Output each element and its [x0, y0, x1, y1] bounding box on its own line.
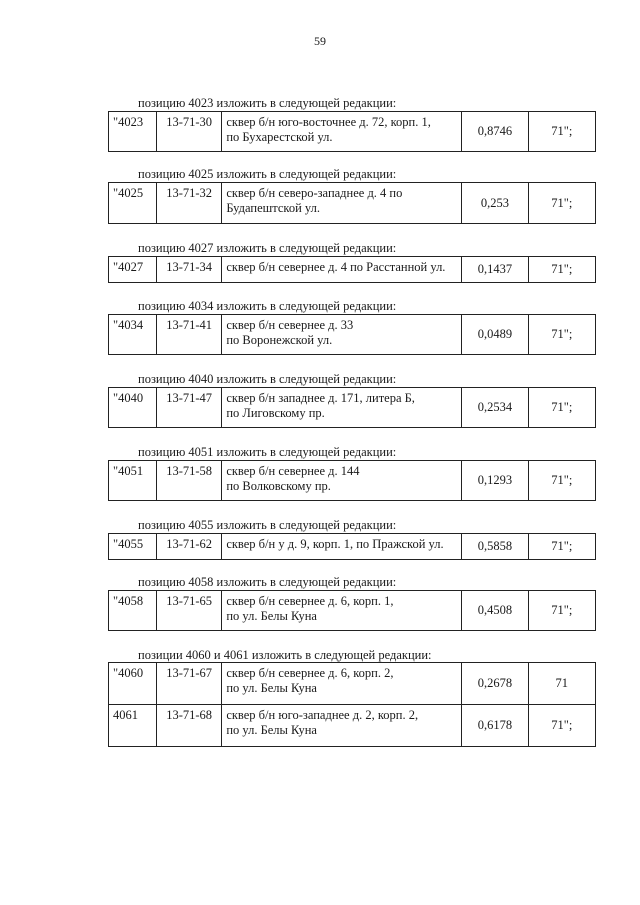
object-code: 13-71-62 — [156, 534, 221, 560]
area-value: 0,1437 — [462, 257, 528, 283]
object-code: 13-71-34 — [156, 257, 221, 283]
page-number: 59 — [314, 34, 326, 48]
position-number: 4061 — [109, 705, 157, 747]
object-code: 13-71-68 — [156, 705, 221, 747]
section-intro: позицию 4023 изложить в следующей редакции: — [138, 96, 397, 110]
object-description: сквер б/н севернее д. 144 по Волковскому пр. — [222, 461, 462, 501]
section-intro: позицию 4034 изложить в следующей редакции: — [138, 299, 397, 313]
object-code: 13-71-67 — [156, 663, 221, 705]
area-value: 0,2534 — [462, 388, 528, 428]
object-description: сквер б/н севернее д. 6, корп. 2, по ул. Белы Куна — [222, 663, 462, 705]
object-code: 13-71-41 — [156, 315, 221, 355]
reference-value: 71"; — [528, 388, 595, 428]
section-intro: позиции 4060 и 4061 изложить в следующей редакции: — [138, 648, 432, 662]
table-row — [109, 461, 596, 501]
section-intro: позицию 4025 изложить в следующей редакции: — [138, 167, 397, 181]
object-description: сквер б/н севернее д. 33 по Воронежской ул. — [222, 315, 462, 355]
record-table — [108, 662, 596, 747]
area-value: 0,4508 — [462, 591, 528, 631]
reference-value: 71"; — [528, 705, 595, 747]
table-row — [109, 257, 596, 283]
record-table — [108, 182, 596, 224]
area-value: 0,5858 — [462, 534, 528, 560]
section-intro: позицию 4051 изложить в следующей редакции: — [138, 445, 397, 459]
position-number: "4060 — [109, 663, 157, 705]
record-table — [108, 256, 596, 283]
area-value: 0,6178 — [462, 705, 528, 747]
reference-value: 71 — [528, 663, 595, 705]
reference-value: 71"; — [528, 257, 595, 283]
position-number: "4051 — [109, 461, 157, 501]
area-value: 0,8746 — [462, 112, 528, 152]
record-table — [108, 590, 596, 631]
record-table — [108, 460, 596, 501]
object-description: сквер б/н севернее д. 4 по Расстанной ул. — [222, 257, 462, 283]
table-row — [109, 534, 596, 560]
table-row — [109, 705, 596, 747]
section-intro: позицию 4027 изложить в следующей редакции: — [138, 241, 397, 255]
position-number: "4034 — [109, 315, 157, 355]
object-description: сквер б/н юго-восточнее д. 72, корп. 1, по Бухарестской ул. — [222, 112, 462, 152]
table-row — [109, 315, 596, 355]
object-code: 13-71-65 — [156, 591, 221, 631]
object-description: сквер б/н юго-западнее д. 2, корп. 2, по ул. Белы Куна — [222, 705, 462, 747]
object-code: 13-71-58 — [156, 461, 221, 501]
table-row — [109, 663, 596, 705]
area-value: 0,253 — [462, 183, 528, 224]
record-table — [108, 387, 596, 428]
position-number: "4025 — [109, 183, 157, 224]
object-code: 13-71-30 — [156, 112, 221, 152]
object-description: сквер б/н у д. 9, корп. 1, по Пражской ул. — [222, 534, 462, 560]
table-row — [109, 591, 596, 631]
area-value: 0,1293 — [462, 461, 528, 501]
object-description: сквер б/н западнее д. 171, литера Б, по Лиговскому пр. — [222, 388, 462, 428]
reference-value: 71"; — [528, 112, 595, 152]
reference-value: 71"; — [528, 183, 595, 224]
record-table — [108, 111, 596, 152]
object-code: 13-71-32 — [156, 183, 221, 224]
position-number: "4023 — [109, 112, 157, 152]
position-number: "4055 — [109, 534, 157, 560]
position-number: "4027 — [109, 257, 157, 283]
reference-value: 71"; — [528, 461, 595, 501]
section-intro: позицию 4058 изложить в следующей редакции: — [138, 575, 397, 589]
record-table — [108, 314, 596, 355]
object-code: 13-71-47 — [156, 388, 221, 428]
table-row — [109, 388, 596, 428]
area-value: 0,0489 — [462, 315, 528, 355]
object-description: сквер б/н севернее д. 6, корп. 1, по ул. Белы Куна — [222, 591, 462, 631]
reference-value: 71"; — [528, 315, 595, 355]
position-number: "4058 — [109, 591, 157, 631]
position-number: "4040 — [109, 388, 157, 428]
reference-value: 71"; — [528, 591, 595, 631]
object-description: сквер б/н северо-западнее д. 4 по Будапештской ул. — [222, 183, 462, 224]
record-table — [108, 533, 596, 560]
table-row — [109, 112, 596, 152]
section-intro: позицию 4040 изложить в следующей редакции: — [138, 372, 397, 386]
area-value: 0,2678 — [462, 663, 528, 705]
reference-value: 71"; — [528, 534, 595, 560]
table-row — [109, 183, 596, 224]
section-intro: позицию 4055 изложить в следующей редакции: — [138, 518, 397, 532]
